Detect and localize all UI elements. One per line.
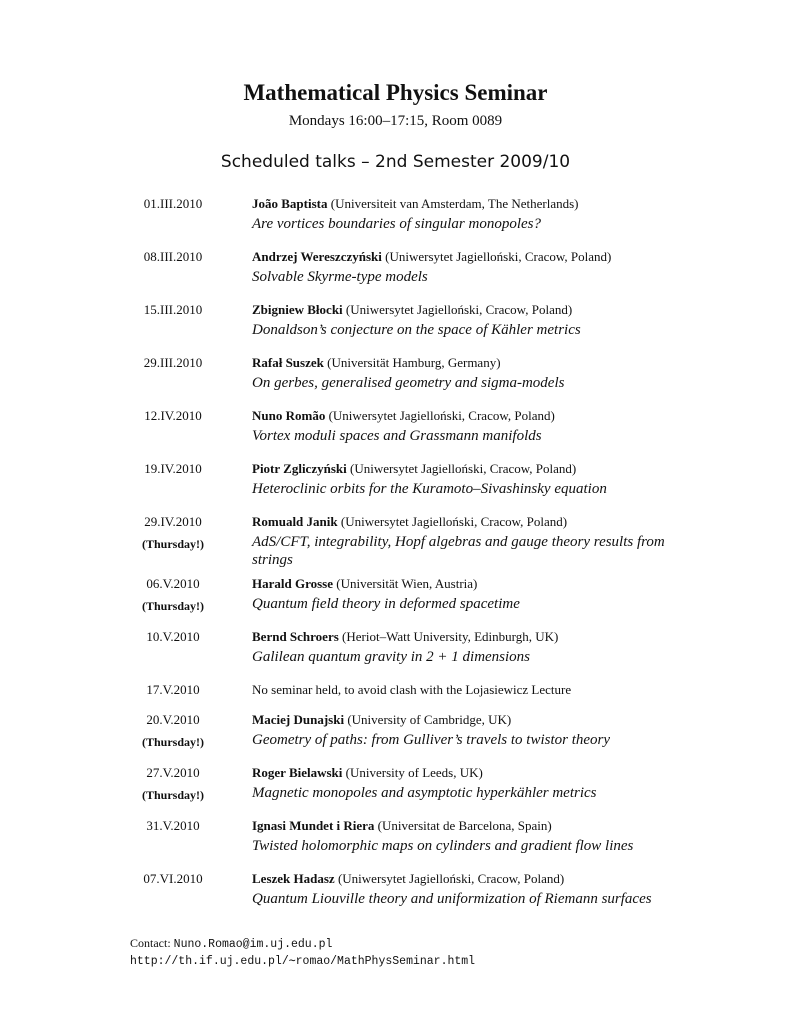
- contact-line: [130, 935, 475, 953]
- seminar-url-link[interactable]: http://th.if.uj.edu.pl/∼romao/MathPhysSeminar.html: [130, 955, 476, 968]
- speaker-line: [252, 628, 692, 646]
- talk-title: Galilean quantum gravity in 2 + 1 dimensions: [252, 649, 531, 665]
- speaker-line: [252, 513, 692, 531]
- speaker-line: [252, 711, 692, 729]
- speaker-name: Roger Bielawski: [252, 765, 343, 780]
- speaker-line: [252, 870, 692, 888]
- speaker-affiliation: (Uniwersytet Jagielloński, Cracow, Poland): [328, 408, 555, 423]
- talk-entry: [0, 575, 791, 628]
- talk-title: Donaldson’s conjecture on the space of Kähler metrics: [252, 322, 581, 338]
- speaker-line: [252, 764, 692, 782]
- talk-entry: [0, 870, 791, 923]
- talk-title: Are vortices boundaries of singular monopoles?: [252, 216, 542, 232]
- talk-date: 27.V.2010: [146, 765, 200, 780]
- talk-entry: [0, 407, 791, 460]
- talk-entry: [0, 513, 791, 575]
- speaker-name: Romuald Janik: [252, 514, 338, 529]
- speaker-name: Harald Grosse: [252, 576, 334, 591]
- talk-entry: [0, 195, 791, 248]
- page-title: Mathematical Physics Seminar: [243, 80, 548, 105]
- speaker-affiliation: (Universität Hamburg, Germany): [327, 355, 501, 370]
- speaker-name: João Baptista: [252, 196, 328, 211]
- speaker-affiliation: (Uniwersytet Jagielloński, Cracow, Poland): [340, 514, 568, 529]
- talk-entry: [0, 764, 791, 817]
- speaker-affiliation: (University of Leeds, UK): [345, 765, 483, 780]
- contact-email-link[interactable]: Nuno.Romao@im.uj.edu.pl: [173, 938, 333, 951]
- thursday-note: (Thursday!): [141, 788, 204, 802]
- speaker-line: [252, 575, 692, 593]
- talk-date: 08.III.2010: [143, 249, 203, 264]
- talk-title: Geometry of paths: from Gulliver’s travels to twistor theory: [252, 732, 611, 748]
- speaker-line: [252, 248, 692, 266]
- talk-date: 12.IV.2010: [144, 408, 202, 423]
- talk-list: [0, 195, 791, 923]
- talk-date: 06.V.2010: [146, 576, 200, 591]
- talk-title: Quantum Liouville theory and uniformization of Riemann surfaces: [252, 891, 652, 907]
- speaker-line: [252, 817, 692, 835]
- speaker-affiliation: (University of Cambridge, UK): [347, 712, 512, 727]
- talk-date: 17.V.2010: [146, 682, 200, 697]
- talk-date: 10.V.2010: [146, 629, 200, 644]
- speaker-name: Leszek Hadasz: [252, 871, 335, 886]
- talk-title: Heteroclinic orbits for the Kuramoto–Sivashinsky equation: [252, 481, 607, 497]
- talk-title: Twisted holomorphic maps on cylinders and gradient flow lines: [252, 838, 634, 854]
- no-seminar-note: No seminar held, to avoid clash with the Lojasiewicz Lecture: [252, 682, 572, 697]
- talk-date: 20.V.2010: [146, 712, 200, 727]
- talk-entry: [0, 681, 791, 711]
- speaker-line: [252, 407, 692, 425]
- speaker-affiliation: (Uniwersytet Jagielloński, Cracow, Poland): [349, 461, 577, 476]
- contact-label: Contact:: [130, 936, 171, 950]
- talk-title: Vortex moduli spaces and Grassmann manifolds: [252, 428, 542, 444]
- speaker-affiliation: (Universität Wien, Austria): [336, 576, 478, 591]
- section-heading: Scheduled talks – 2nd Semester 2009/10: [220, 152, 571, 172]
- speaker-name: Andrzej Wereszczyński: [252, 249, 382, 264]
- speaker-affiliation: (Heriot–Watt University, Edinburgh, UK): [342, 629, 559, 644]
- talk-title: Magnetic monopoles and asymptotic hyperkähler metrics: [252, 785, 597, 801]
- talk-title: AdS/CFT, integrability, Hopf algebras and gauge theory results from strings: [252, 534, 665, 568]
- speaker-line: [252, 354, 692, 372]
- speaker-name: Maciej Dunajski: [252, 712, 345, 727]
- speaker-line: [252, 301, 692, 319]
- speaker-name: Nuno Romão: [252, 408, 326, 423]
- speaker-affiliation: (Uniwersytet Jagielloński, Cracow, Poland): [337, 871, 565, 886]
- speaker-affiliation: (Universitat de Barcelona, Spain): [377, 818, 552, 833]
- speaker-name: Piotr Zgliczyński: [252, 461, 347, 476]
- talk-entry: [0, 711, 791, 764]
- talk-title: On gerbes, generalised geometry and sigma-models: [252, 375, 565, 391]
- thursday-note: (Thursday!): [141, 735, 204, 749]
- talk-date: 15.III.2010: [143, 302, 203, 317]
- speaker-name: Rafał Suszek: [252, 355, 324, 370]
- speaker-name: Zbigniew Błocki: [252, 302, 343, 317]
- talk-entry: [0, 248, 791, 301]
- talk-title: Quantum field theory in deformed spacetime: [252, 596, 520, 612]
- talk-date: 01.III.2010: [143, 196, 203, 211]
- speaker-name: Ignasi Mundet i Riera: [252, 818, 375, 833]
- speaker-line: [252, 195, 692, 213]
- talk-date: 29.III.2010: [143, 355, 203, 370]
- thursday-note: (Thursday!): [141, 599, 204, 613]
- talk-date: 29.IV.2010: [144, 514, 202, 529]
- talk-date: 07.VI.2010: [143, 871, 203, 886]
- talk-entry: [0, 460, 791, 513]
- speaker-affiliation: (Uniwersytet Jagielloński, Cracow, Poland): [385, 249, 612, 264]
- speaker-affiliation: (Universiteit van Amsterdam, The Netherlands): [330, 196, 579, 211]
- speaker-name: Bernd Schroers: [252, 629, 339, 644]
- talk-date: 19.IV.2010: [144, 461, 202, 476]
- speaker-affiliation: (Uniwersytet Jagielloński, Cracow, Poland): [345, 302, 573, 317]
- talk-entry: [0, 301, 791, 354]
- contact-block: [130, 935, 475, 970]
- talk-title: Solvable Skyrme-type models: [252, 269, 428, 285]
- talk-entry: [0, 354, 791, 407]
- speaker-line: [252, 460, 692, 478]
- thursday-note: (Thursday!): [141, 537, 204, 551]
- talk-entry: [0, 628, 791, 681]
- talk-date: 31.V.2010: [146, 818, 200, 833]
- schedule-subtitle: Mondays 16:00–17:15, Room 0089: [288, 113, 503, 129]
- talk-entry: [0, 817, 791, 870]
